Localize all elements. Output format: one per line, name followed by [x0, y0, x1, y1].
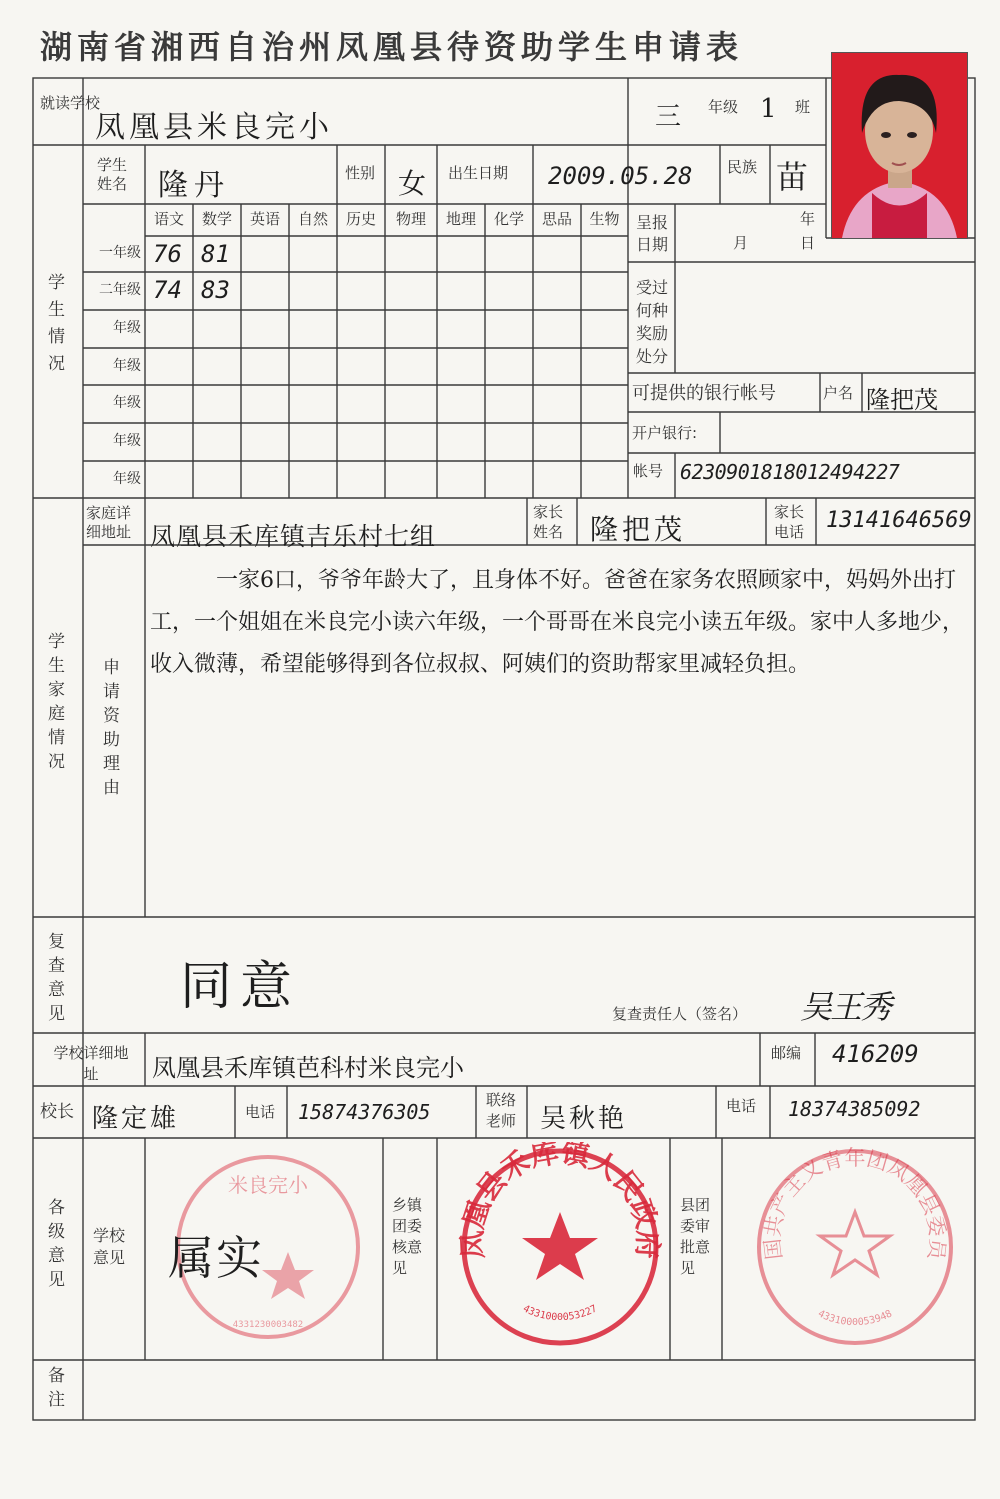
- grade-row-label: 一年级: [99, 245, 141, 261]
- town-opinion-label: 乡镇团委核意见: [392, 1196, 423, 1277]
- subject-header: 物理: [395, 210, 426, 228]
- family-section-label: 学生家庭情况: [48, 632, 65, 772]
- subject-header: 地理: [445, 210, 476, 228]
- grade-score-cell: 76: [153, 240, 182, 268]
- subject-header: 语文: [153, 210, 184, 228]
- svg-text:中国共产主义青年团凤凰县委员会: [750, 1142, 950, 1263]
- grade-row-label: 年级: [113, 433, 141, 449]
- subject-header: 数学: [201, 210, 232, 228]
- report-year-label: 年: [800, 210, 816, 228]
- school-address-label: 学校详细地址: [53, 1044, 129, 1083]
- town-stamp-code: 4331000053227: [521, 1303, 599, 1324]
- grade-row-label: 二年级: [99, 282, 141, 298]
- bank-account-value: 6230901818012494227: [680, 460, 900, 484]
- school-label-text: 就读学校: [40, 94, 101, 112]
- county-stamp: [750, 1142, 960, 1352]
- grade-score-cell: 81: [201, 240, 230, 268]
- subject-header: 自然: [297, 210, 328, 228]
- review-signer-label: 复查责任人（签名）: [612, 1005, 748, 1023]
- school-opinion-signature: 属实: [168, 1231, 264, 1285]
- town-stamp: [455, 1142, 665, 1352]
- grade-row-label: 年级: [113, 395, 141, 411]
- bank-holder-value: 隆把茂: [866, 386, 938, 414]
- gender-label: 性别: [345, 164, 376, 182]
- class-value: 1: [760, 94, 777, 124]
- grade-score-cell: 83: [201, 276, 230, 304]
- subject-header: 化学: [493, 210, 524, 228]
- county-stamp-text: 国共产主义青年团凤凰县委员: [760, 1145, 950, 1261]
- bank-account-label: 帐号: [633, 462, 664, 480]
- student-name: 隆丹: [158, 168, 230, 203]
- school-stamp: [148, 1142, 380, 1357]
- svg-text:4331000053948: [816, 1308, 894, 1328]
- report-month-label: 月: [733, 234, 749, 252]
- parent-phone-label: 家长电话: [774, 503, 805, 541]
- reason-label: 申请资助理由: [103, 658, 120, 798]
- contact-teacher-phone-value: 18374385092: [788, 1097, 921, 1121]
- county-opinion-label: 县团委审批意见: [680, 1196, 711, 1277]
- county-stamp-code: 4331000053948: [816, 1308, 894, 1329]
- family-address-label: 家庭详细地址: [86, 504, 132, 541]
- bank-label: 可提供的银行帐号: [632, 383, 776, 404]
- birth-label: 出生日期: [448, 164, 509, 182]
- opinions-label: 各级意见: [48, 1198, 65, 1290]
- postcode-value: 416209: [832, 1040, 919, 1068]
- review-label: 复查意见: [48, 932, 65, 1024]
- student-portrait-image: [832, 53, 967, 238]
- school-stamp-code: 4331230003482: [232, 1320, 304, 1330]
- contact-teacher-name: 吴秋艳: [540, 1104, 628, 1134]
- birth-value: 2009.05.28: [548, 162, 693, 190]
- school-stamp-text: 米良完小: [228, 1173, 308, 1197]
- bank-name-label: 开户银行:: [632, 424, 698, 442]
- review-opinion: 同意: [180, 957, 301, 1017]
- grade-value: 三: [655, 102, 682, 132]
- family-address-value: 凤凰县禾库镇吉乐村七组: [150, 522, 437, 551]
- grade-label: 年级: [708, 98, 739, 116]
- parent-name-label: 家长姓名: [533, 503, 564, 541]
- parent-name-value: 隆把茂: [590, 513, 687, 546]
- report-day-label: 日: [800, 234, 816, 252]
- grade-row-label: 年级: [113, 357, 141, 374]
- grade-score-cell: 74: [153, 276, 182, 304]
- reason-text: 一家6口，爷爷年龄大了，且身体不好。爸爸在家务农照顾家中，妈妈外出打工，一个姐姐在米良完小读六年级，一个哥哥在米良完小读五年级。家中人多地少，收入微薄，希望能够得到各位叔叔、阿姨们的资助帮家里减轻负担。: [150, 568, 965, 677]
- principal-phone-value: 15874376305: [298, 1100, 431, 1124]
- county-stamp-seal: [750, 1142, 960, 1352]
- student-name-label: 学生姓名: [97, 156, 128, 193]
- ethnicity-value: 苗: [776, 158, 809, 196]
- student-photo: [831, 52, 968, 239]
- class-label: 班: [795, 98, 811, 116]
- principal-phone-label: 电话: [245, 1103, 276, 1121]
- report-date-label: 呈报日期: [636, 213, 669, 254]
- contact-teacher-label: 联络老师: [486, 1091, 517, 1130]
- principal-label: 校长: [40, 1102, 74, 1122]
- subject-header: 思品: [541, 210, 572, 228]
- town-stamp-text: 凤凰县禾库镇人民政府: [455, 1142, 665, 1260]
- review-signer-signature: 吴王秀: [800, 988, 891, 1026]
- school-address-value: 凤凰县禾库镇芭科村米良完小: [152, 1054, 464, 1082]
- remarks-label: 备注: [48, 1366, 65, 1410]
- form-title: 湖南省湘西自治州凤凰县待资助学生申请表: [40, 28, 744, 66]
- subject-header: 英语: [249, 210, 280, 228]
- school-name: 凤凰县米良完小: [95, 110, 333, 145]
- gender-value: 女: [398, 167, 427, 200]
- parent-phone-value: 13141646569: [826, 508, 972, 533]
- grade-row-label: 年级: [113, 470, 141, 487]
- svg-text:4331000053227: [521, 1303, 599, 1323]
- town-stamp-seal: [455, 1142, 665, 1352]
- bank-holder-label: 户名: [823, 384, 854, 402]
- ethnicity-label: 民族: [727, 158, 758, 176]
- subject-header: 历史: [345, 210, 376, 228]
- school-opinion-label: 学校意见: [93, 1226, 126, 1267]
- postcode-label: 邮编: [771, 1044, 802, 1062]
- contact-teacher-phone-label: 电话: [726, 1097, 757, 1115]
- subject-header: 生物: [589, 210, 620, 228]
- principal-name: 隆定雄: [92, 1104, 180, 1134]
- grade-row-label: 年级: [113, 320, 141, 336]
- student-section-label: 学生情况: [48, 273, 65, 374]
- school-label: [40, 94, 100, 113]
- awards-label: 受过何种奖励处分: [636, 278, 669, 366]
